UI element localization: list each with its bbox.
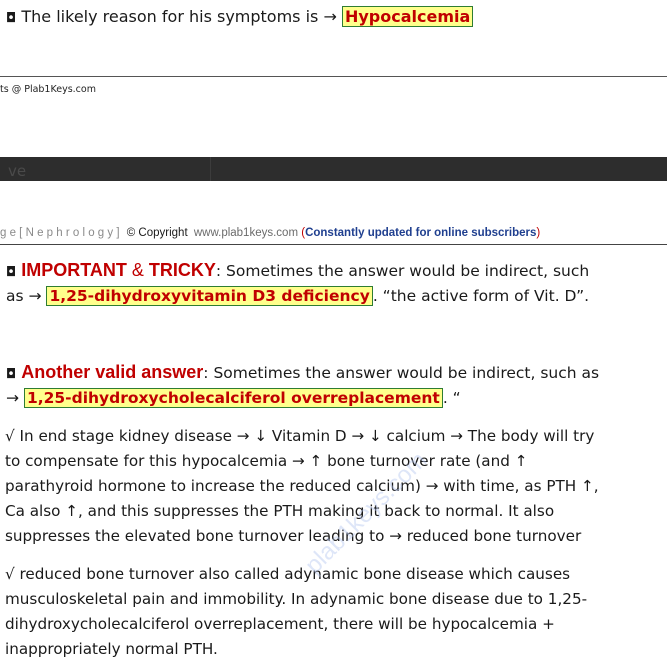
running-header <box>0 224 540 242</box>
paragraph-line: parathyroid hormone to increase the reduced calcium) → with time, as PTH ↑, <box>5 477 599 495</box>
header-note-open: ( <box>301 227 306 239</box>
watermark: plab1keys.com <box>300 446 433 580</box>
valid-text: : Sometimes the answer would be indirect, such as <box>203 364 600 382</box>
valid-answer-highlight: 1,25-dihydroxycholecalciferol overreplacement <box>24 388 443 408</box>
explanation-paragraph-2 <box>5 562 667 662</box>
important-answer-highlight: 1,25-dihydroxyvitamin D3 deficiency <box>46 286 372 306</box>
paragraph-line: inappropriately normal PTH. <box>5 640 218 658</box>
important-label: IMPORTANT <box>21 260 127 280</box>
valid-line2-suffix: . “ <box>442 389 461 407</box>
bullet-icon: ◘ <box>6 367 17 382</box>
prev-answer-highlight: Hypocalcemia <box>342 6 473 27</box>
prev-footer-rule <box>0 76 667 77</box>
paragraph-line: suppresses the elevated bone turnover leading to → reduced bone turnover <box>5 527 582 545</box>
paragraph-line: √ reduced bone turnover also called adynamic bone disease which causes <box>5 565 571 583</box>
header-rule <box>0 244 667 245</box>
paragraph-line: Ca also ↑, and this suppresses the PTH making it back to normal. It also <box>5 502 555 520</box>
important-line2-prefix: as → <box>6 287 42 305</box>
header-chapter: g e [ N e p h r o l o g y ] <box>0 227 120 239</box>
valid-line2-prefix: → <box>6 389 19 407</box>
paragraph-line: √ In end stage kidney disease → ↓ Vitamin D → ↓ calcium → The body will try <box>5 427 595 445</box>
paragraph-line: musculoskeletal pain and immobility. In adynamic bone disease due to 1,25- <box>5 590 588 608</box>
paragraph-line: dihydroxycholecalciferol overreplacement, there will be hypocalcemia + <box>5 615 555 633</box>
prev-footer-text: ts @ Plab1Keys.com <box>0 84 96 95</box>
paragraph-line: to compensate for this hypocalcemia → ↑ bone turnover rate (and ↑ <box>5 452 528 470</box>
prev-answer-line <box>6 6 473 30</box>
valid-answer-label: Another valid answer <box>21 362 204 382</box>
important-line-2 <box>6 284 589 308</box>
dark-band <box>0 157 667 181</box>
header-site-link[interactable]: www.plab1keys.com <box>193 227 299 239</box>
bullet-icon: ◘ <box>6 11 17 26</box>
ampersand: & <box>126 260 149 280</box>
valid-line-1 <box>6 360 599 387</box>
important-line2-suffix: . “the active form of Vit. D”. <box>372 287 590 305</box>
tricky-label: TRICKY <box>148 260 216 280</box>
important-line-1 <box>6 258 589 285</box>
dark-band-divider <box>210 157 211 181</box>
bullet-icon: ◘ <box>6 265 17 280</box>
dark-band-fragment: ve <box>8 162 27 180</box>
header-subscriber-note: Constantly updated for online subscribers <box>305 227 537 239</box>
valid-line-2 <box>6 386 461 410</box>
header-copyright: © Copyright <box>126 227 188 239</box>
header-note-close: ) <box>536 227 541 239</box>
prev-answer-prefix: The likely reason for his symptoms is → <box>21 7 337 26</box>
important-text: : Sometimes the answer would be indirect, such <box>215 262 590 280</box>
